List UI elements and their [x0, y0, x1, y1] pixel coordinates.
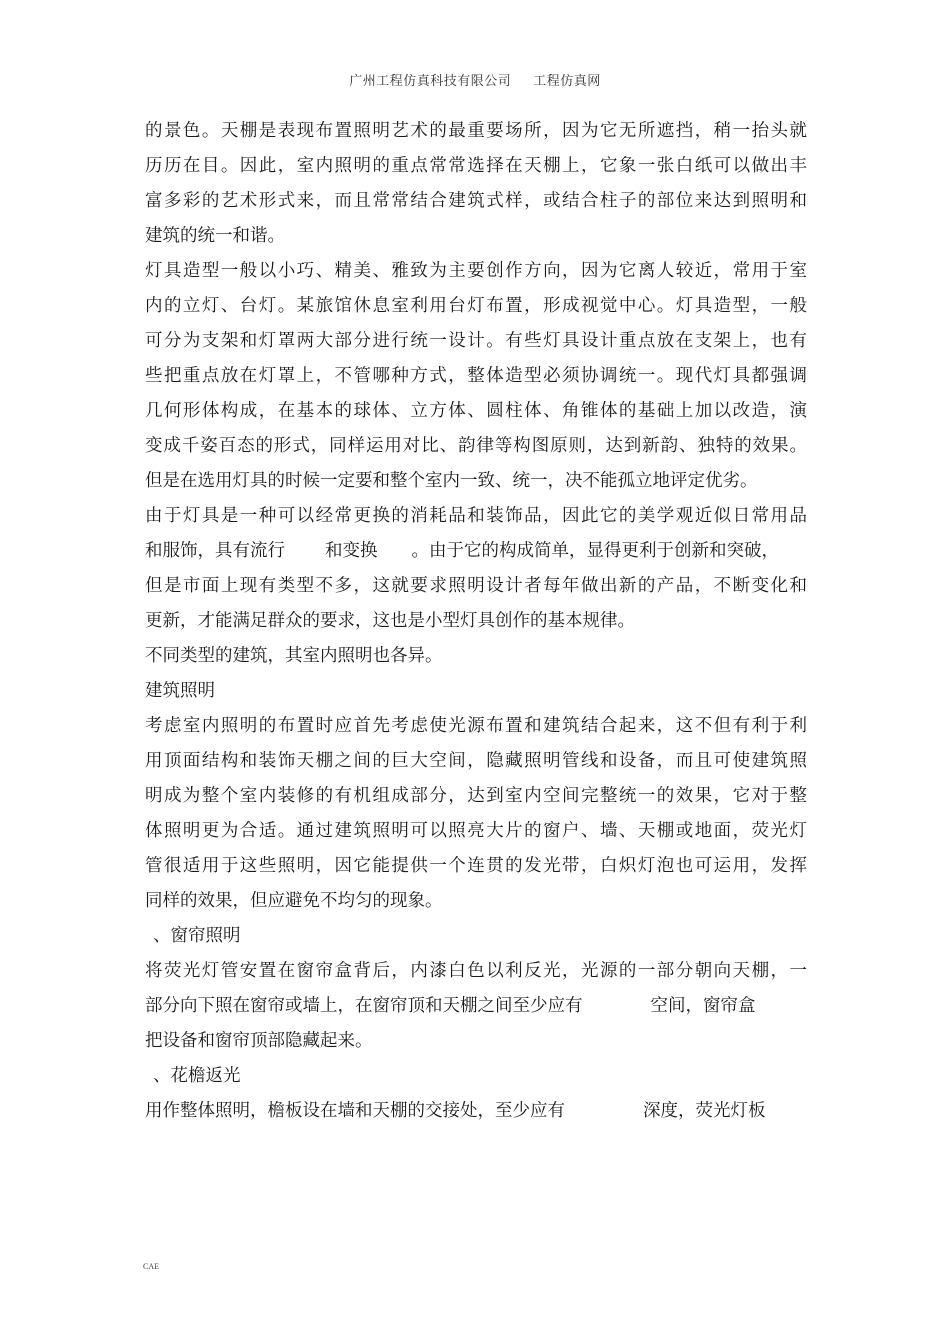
- section-heading: [145, 1059, 807, 1094]
- text-line: 可分为支架和灯罩两大部分进行统一设计。有些灯具设计重点放在支架上，也有: [145, 331, 807, 351]
- text-line: 但是市面上现有类型不多，这就要求照明设计者每年做出新的产品，不断变化和: [145, 576, 807, 596]
- text-line: 考虑室内照明的布置时应首先考虑使光源布置和建筑结合起来，这不但有利于利: [145, 716, 807, 736]
- text-line: 的景色。天棚是表现布置照明艺术的最重要场所，因为它无所遮挡，稍一抬头就: [145, 121, 807, 141]
- text-line: 变成千姿百态的形式，同样运用对比、韵律等构图原则，达到新韵、独特的效果。: [145, 436, 807, 456]
- footer-mark: CAE: [143, 1262, 159, 1271]
- text-line: 更新，才能满足群众的要求，这也是小型灯具创作的基本规律。: [145, 611, 635, 631]
- text-line: 富多彩的艺术形式来，而且常常结合建筑式样，或结合柱子的部位来达到照明和: [145, 191, 807, 211]
- text-line-with-gaps: [145, 989, 807, 1024]
- text-line: 内的立灯、台灯。某旅馆休息室利用台灯布置，形成视觉中心。灯具造型，一般: [145, 296, 807, 316]
- text-fragment: 深度，荧光灯板: [643, 1101, 766, 1121]
- section-heading: 建筑照明: [145, 681, 215, 701]
- text-line: 但是在选用灯具的时候一定要和整个室内一致、统一，决不能孤立地评定优劣。: [145, 471, 758, 491]
- text-fragment: 空间，窗帘盒: [650, 996, 756, 1016]
- section-heading: [145, 919, 807, 954]
- text-line: 管很适用于这些照明，因它能提供一个连贯的发光带，白炽灯泡也可运用，发挥: [145, 856, 807, 876]
- page-header: [0, 70, 950, 89]
- text-line: 灯具造型一般以小巧、精美、雅致为主要创作方向，因为它离人较近，常用于室: [145, 261, 807, 281]
- heading-text: 、花檐返光: [153, 1066, 241, 1086]
- text-line-with-gaps: [145, 534, 807, 569]
- text-line: 建筑的统一和谐。: [145, 226, 285, 246]
- text-line: 将荧光灯管安置在窗帘盒背后，内漆白色以利反光，光源的一部分朝向天棚，一: [145, 961, 807, 981]
- text-line: 由于灯具是一种可以经常更换的消耗品和装饰品，因此它的美学观近似日常用品: [145, 506, 807, 526]
- text-fragment: 和服饰，具有流行: [145, 541, 285, 561]
- text-line: 几何形体构成，在基本的球体、立方体、圆柱体、角锥体的基础上加以改造，演: [145, 401, 807, 421]
- text-line: 历历在目。因此，室内照明的重点常常选择在天棚上，它象一张白纸可以做出丰: [145, 156, 807, 176]
- text-line: 不同类型的建筑，其室内照明也各异。: [145, 646, 443, 666]
- heading-text: 、窗帘照明: [153, 926, 241, 946]
- text-fragment: 和变换: [325, 541, 378, 561]
- document-body: [145, 114, 807, 1129]
- text-fragment: 用作整体照明，檐板设在墙和天棚的交接处，至少应有: [145, 1101, 565, 1121]
- text-line: 明成为整个室内装修的有机组成部分，达到室内空间完整统一的效果，它对于整: [145, 786, 807, 806]
- text-fragment: 。由于它的构成简单，显得更利于创新和突破，: [411, 541, 779, 561]
- text-line: 用顶面结构和装饰天棚之间的巨大空间，隐藏照明管线和设备，而且可使建筑照: [145, 751, 807, 771]
- header-site: 工程仿真网: [533, 74, 601, 89]
- text-line: 体照明更为合适。通过建筑照明可以照亮大片的窗户、墙、天棚或地面，荧光灯: [145, 821, 807, 841]
- text-line: 把设备和窗帘顶部隐藏起来。: [145, 1031, 373, 1051]
- text-line-with-gaps: [145, 1094, 807, 1129]
- text-fragment: 部分向下照在窗帘或墙上，在窗帘顶和天棚之间至少应有: [145, 996, 583, 1016]
- text-line: 同样的效果，但应避免不均匀的现象。: [145, 891, 443, 911]
- text-line: 些把重点放在灯罩上，不管哪种方式，整体造型必须协调统一。现代灯具都强调: [145, 366, 807, 386]
- header-company: 广州工程仿真科技有限公司: [349, 74, 512, 89]
